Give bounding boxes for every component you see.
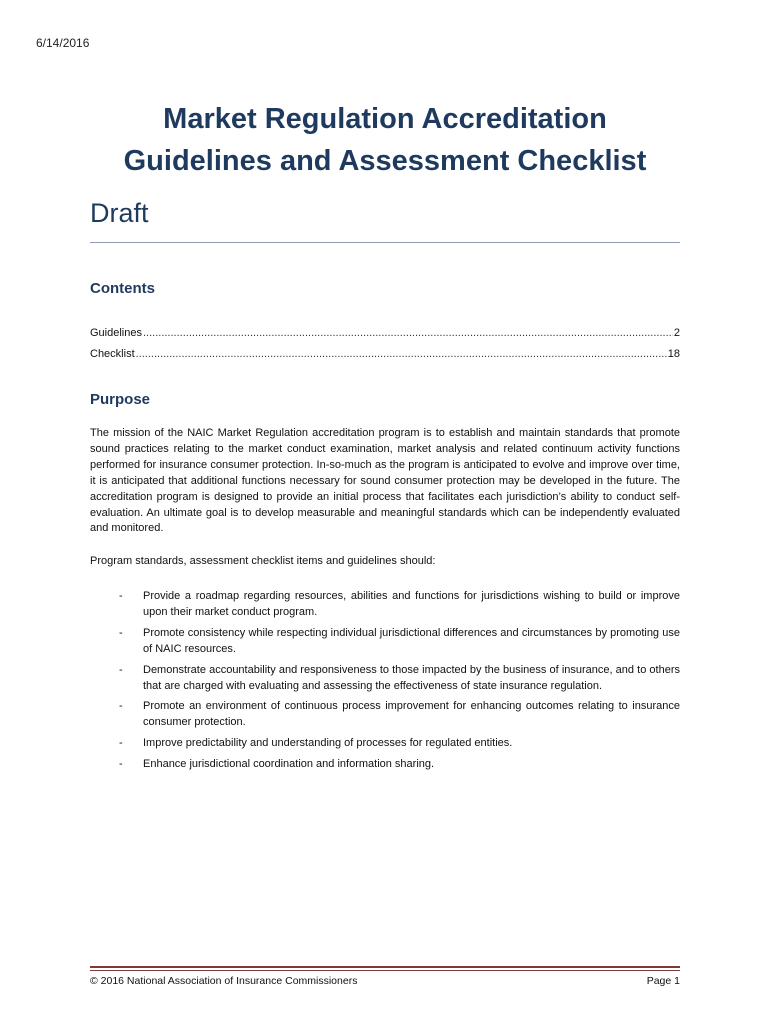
contents-heading: Contents [90,280,155,297]
toc-entry-label: Guidelines [90,327,142,339]
toc-entry-guidelines[interactable] [90,327,680,339]
list-item-text: Demonstrate accountability and responsiveness to those impacted by the business of insurance, and to others that are charged with evaluating and assessing the effectiveness of state insurance regulation. [143,663,680,692]
bullet-marker: - [119,758,123,771]
list-item [90,736,680,752]
list-item [90,757,680,773]
list-item [90,663,680,695]
bullet-marker: - [119,663,123,676]
footer-divider-thin [90,970,680,971]
purpose-paragraph-mission: The mission of the NAIC Market Regulation accreditation program is to establish and maintain standards that promote sound practices relating to the market conduct examination, market analysis and related continuum activity functions performed for insurance consumer protection. In-so-much as the program is anticipated to evolve and improve over time, it is anticipated that additional functions necessary for sound consumer protection may be developed in the future. The accreditation program is designed to provide an initial process that facilitates each jurisdiction’s ability to conduct self-evaluation. An ultimate goal is to develop measurable and meaningful standards which can be independently evaluated and monitored. [90,427,680,535]
document-date: 6/14/2016 [36,36,90,50]
toc-entry-page: 18 [667,348,680,360]
document-subtitle: Draft [90,198,149,228]
purpose-heading: Purpose [90,391,151,408]
bullet-marker: - [119,700,123,713]
list-item [90,589,680,621]
bullet-marker: - [119,590,123,602]
list-item-text: Improve predictability and understanding of processes for regulated entities. [143,737,513,750]
footer-divider [90,966,680,968]
title-line-2: Guidelines and Assessment Checklist [123,145,647,177]
toc-entry-checklist[interactable] [90,348,680,360]
list-item-text: Provide a roadmap regarding resources, abilities and functions for jurisdictions wishing to build or improve upon their market conduct program. [143,590,680,618]
subtitle-divider [90,242,680,243]
list-item [90,699,680,731]
purpose-bullet-list [90,589,680,778]
toc-leader-dots [136,348,667,360]
purpose-paragraph-intro: Program standards, assessment checklist items and guidelines should: [90,555,436,567]
bullet-marker: - [119,626,123,639]
toc-leader-dots [143,327,673,339]
footer-copyright: © 2016 National Association of Insurance Commissioners [90,975,358,987]
list-item-text: Promote consistency while respecting individual jurisdictional differences and circumstances by promoting use of NAIC resources. [143,626,680,655]
document-title [90,98,680,182]
list-item-text: Enhance jurisdictional coordination and information sharing. [143,758,435,771]
list-item [90,626,680,658]
toc-entry-page: 2 [673,327,680,339]
list-item-text: Promote an environment of continuous process improvement for enhancing outcomes relating to insurance consumer protection. [143,700,680,729]
toc-entry-label: Checklist [90,348,135,360]
bullet-marker: - [119,737,123,750]
title-line-1: Market Regulation Accreditation [163,103,607,135]
page-number: Page 1 [646,975,680,987]
